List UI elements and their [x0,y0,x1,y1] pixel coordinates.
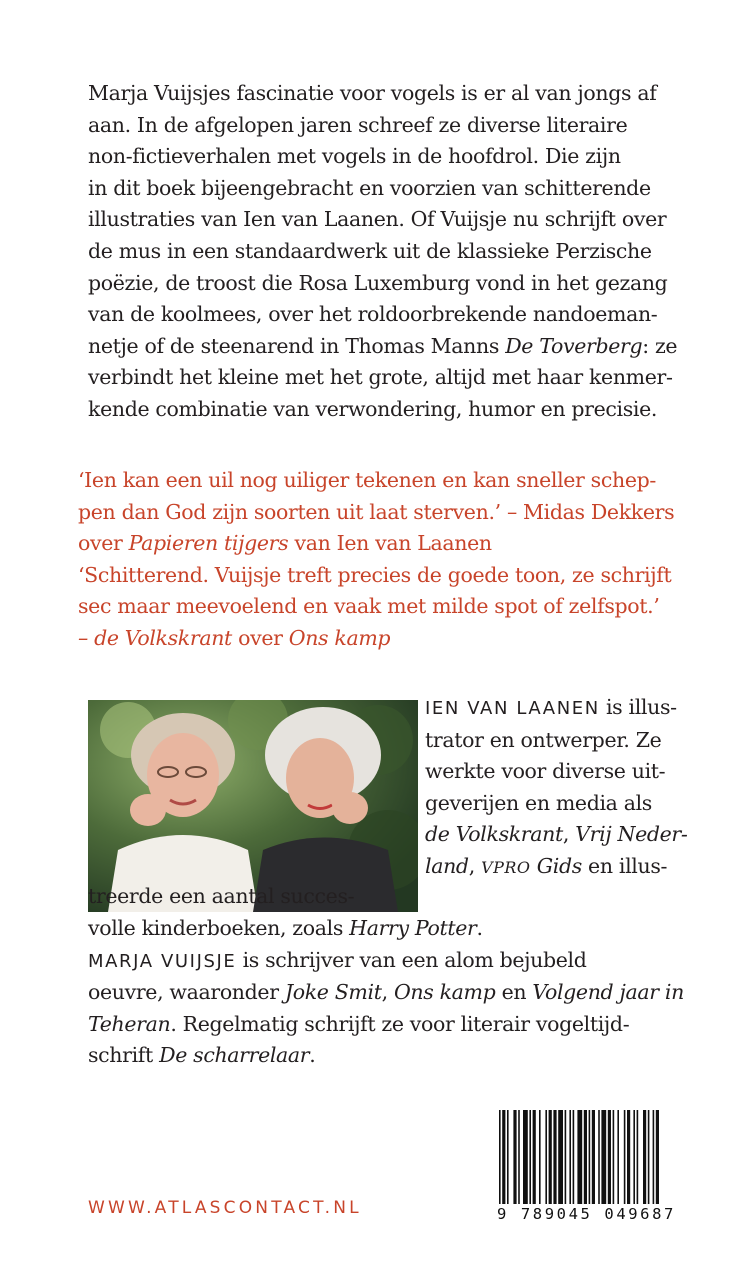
barcode-bar [565,1110,567,1210]
quote-line: pen dan God zijn soorten uit laat sterven.’ – Midas Dekkers [78,499,675,524]
bio-text-span: en illus- [581,853,668,878]
barcode-bar [499,1110,501,1210]
barcode-bar [549,1110,552,1210]
media-title: Gids [530,853,582,878]
blurb-line: kende combinatie van verwondering, humor en precisie. [88,396,658,421]
bio-text-span: is schrijver van een alom bejubeld [236,947,587,972]
bio-text-span: en [495,980,533,1005]
barcode-bar [592,1110,595,1210]
magazine-title: De scharrelaar [159,1043,310,1068]
isbn-number: 9 789045 049687 [493,1204,729,1224]
barcode-bar [637,1110,639,1210]
book-title: Volgend jaar in [532,980,684,1005]
bio-line: geverijen en media als [425,790,652,815]
blurb-line: de mus in een standaardwerk uit de klassieke Perzische [88,238,652,263]
author-photo [88,700,418,912]
bio-line [88,1040,708,1072]
media-title-vpro: VPRO [481,857,531,877]
blurb-line: van de koolmees, over het roldoorbrekende nandoeman- [88,302,658,327]
barcode-bars [493,1110,725,1210]
bio-line [88,1009,708,1041]
quote-line: ‘Schitterend. Vuijsje treft precies de goede toon, ze schrijft [78,562,672,587]
press-quotes [78,465,708,655]
book-title: Teheran [88,1011,171,1036]
bio-line: trator en ontwerper. Ze [425,727,662,752]
book-title-papieren-tijgers: Papieren tijgers [128,531,289,556]
media-title: de Volkskrant [425,822,563,847]
author-name: MARJA VUIJSJE [88,950,237,972]
bio-text-span: . [309,1043,316,1068]
barcode-bar [633,1110,635,1210]
barcode-bar [545,1110,547,1210]
quote-line [78,528,708,560]
bio-line [425,692,725,725]
bio-text-span: . Regelmatig schrijft ze voor literair vogeltijd- [170,1011,630,1036]
author-photo-image [88,700,418,912]
barcode-bar [533,1110,536,1210]
barcode-bar [613,1110,615,1210]
bio-text-span: volle kinderboeken, zoals [88,916,350,940]
quote-line [78,623,708,655]
barcode-bar [617,1110,619,1210]
quote-text-span: over [78,531,129,556]
bio-line [425,819,725,851]
barcode-bar [553,1110,556,1210]
publisher-website[interactable]: WWW.ATLASCONTACT.NL [88,1198,362,1218]
barcode-bar [598,1110,600,1210]
bio-line [88,913,708,945]
barcode-bar [608,1110,611,1210]
blurb-line: poëzie, de troost die Rosa Luxemburg vond in het gezang [88,270,668,295]
book-title-ons-kamp: Ons kamp [288,625,391,650]
blurb-text-span: : ze [642,333,678,358]
barcode-bar [643,1110,646,1210]
barcode-bar [539,1110,541,1210]
bio-text-span: oeuvre, waaronder [88,980,285,1005]
illustrator-name: IEN VAN LAANEN [425,698,600,719]
barcode-bar [584,1110,587,1210]
blurb-text [88,78,698,426]
bio-line: treerde een aantal succes- [88,884,355,909]
barcode-bar [523,1110,528,1210]
blurb-line: verbindt het kleine met het grote, altijd met haar kenmer- [88,365,673,390]
bio-line [88,977,708,1009]
barcode-bar [624,1110,626,1210]
blurb-line: illustraties van Ien van Laanen. Of Vuijsje nu schrijft over [88,207,667,232]
quote-source: – de Volkskrant [78,625,232,650]
quote-line: sec maar meevoelend en vaak met milde spot of zelfspot.’ [78,594,660,619]
bio-line [425,851,725,884]
bio-text-span: , [381,980,394,1005]
blurb-line: aan. In de afgelopen jaren schreef ze diverse literaire [88,112,628,137]
media-title: Vrij Neder- [575,822,688,847]
quote-text-span: over [231,625,289,650]
barcode-bar [513,1110,516,1210]
quote-line: ‘Ien kan een uil nog uiliger tekenen en kan sneller schep- [78,468,656,492]
barcode-bar [577,1110,582,1210]
barcode-bar [573,1110,575,1210]
book-title-harry-potter: Harry Potter [349,916,477,940]
barcode-bar [627,1110,630,1210]
quote-text-span: van Ien van Laanen [288,531,492,556]
barcode-bar [502,1110,505,1210]
bio-continued [88,884,708,1072]
barcode-bar [518,1110,520,1210]
bio-line [88,945,708,978]
barcode-bar [569,1110,571,1210]
blurb-line: in dit boek bijeengebracht en voorzien van schitterende [88,175,651,200]
barcode-bar [653,1110,655,1210]
book-title: Joke Smit [284,980,382,1005]
barcode-bar [507,1110,509,1210]
blurb-line [88,331,698,363]
bio-text-span: , [562,822,576,847]
barcode-bar [558,1110,563,1210]
bio-line: werkte voor diverse uit- [425,759,666,784]
barcode-bar [589,1110,591,1210]
bio-text-span: , [468,853,482,878]
book-title: Ons kamp [393,980,496,1005]
barcode-bar [648,1110,650,1210]
book-title-toverberg: De Toverberg [505,333,643,358]
barcode-bar [601,1110,606,1210]
bio-text-span: schrift [88,1043,160,1068]
barcode-bar [529,1110,531,1210]
blurb-text-span: netje of de steenarend in Thomas Manns [88,333,506,358]
bio-text-span: . [476,916,483,940]
blurb-line: non-fictieverhalen met vogels in de hoofdrol. Die zijn [88,144,621,169]
illustrator-bio [425,692,725,884]
blurb-line: Marja Vuijsjes fascinatie voor vogels is er al van jongs af [88,81,657,105]
bio-text-span: is illus- [599,695,677,719]
barcode-bar [656,1110,659,1210]
media-title: land [425,853,469,878]
